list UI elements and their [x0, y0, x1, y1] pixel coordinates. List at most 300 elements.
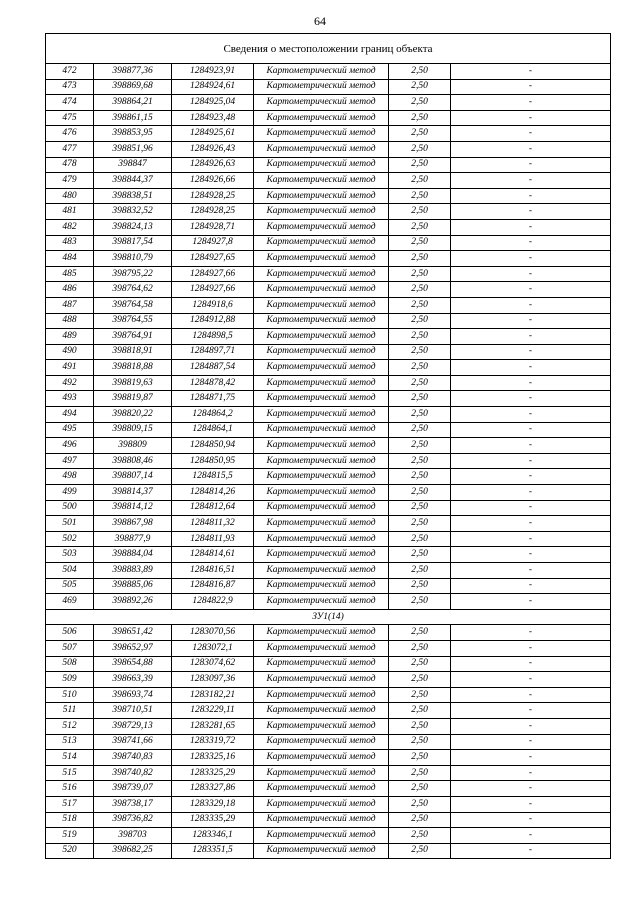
- cell-coord-x: 398703: [94, 828, 172, 844]
- cell-coord-x: 398710,51: [94, 703, 172, 719]
- cell-coord-y: 1284814,61: [172, 547, 254, 563]
- cell-coord-y: 1284928,25: [172, 188, 254, 204]
- table-row: [46, 188, 611, 204]
- cell-description: -: [451, 282, 611, 298]
- cell-coord-y: 1284924,61: [172, 79, 254, 95]
- table-row: [46, 110, 611, 126]
- cell-coord-y: 1284850,94: [172, 438, 254, 454]
- cell-point-number: 472: [46, 64, 94, 80]
- cell-point-number: 488: [46, 313, 94, 329]
- cell-description: -: [451, 329, 611, 345]
- cell-method: Картометрический метод: [254, 500, 389, 516]
- cell-coord-y: 1284923,48: [172, 110, 254, 126]
- boundary-table-body: [46, 34, 611, 859]
- cell-coord-y: 1284927,66: [172, 266, 254, 282]
- cell-method: Картометрический метод: [254, 547, 389, 563]
- cell-method: Картометрический метод: [254, 812, 389, 828]
- table-row: [46, 297, 611, 313]
- cell-coord-x: 398877,36: [94, 64, 172, 80]
- table-row: [46, 438, 611, 454]
- cell-method: Картометрический метод: [254, 438, 389, 454]
- cell-accuracy: 2,50: [389, 391, 451, 407]
- cell-method: Картометрический метод: [254, 531, 389, 547]
- cell-description: -: [451, 79, 611, 95]
- table-row: [46, 500, 611, 516]
- table-row: [46, 204, 611, 220]
- cell-coord-x: 398740,82: [94, 765, 172, 781]
- cell-coord-x: 398877,9: [94, 531, 172, 547]
- cell-point-number: 504: [46, 563, 94, 579]
- cell-method: Картометрический метод: [254, 313, 389, 329]
- cell-accuracy: 2,50: [389, 204, 451, 220]
- table-row: [46, 812, 611, 828]
- cell-point-number: 474: [46, 95, 94, 111]
- cell-point-number: 485: [46, 266, 94, 282]
- cell-coord-x: 398820,22: [94, 407, 172, 423]
- cell-point-number: 473: [46, 79, 94, 95]
- cell-coord-y: 1284864,1: [172, 422, 254, 438]
- cell-description: -: [451, 531, 611, 547]
- cell-coord-x: 398663,39: [94, 672, 172, 688]
- cell-accuracy: 2,50: [389, 750, 451, 766]
- table-row: [46, 141, 611, 157]
- cell-coord-y: 1283072,1: [172, 640, 254, 656]
- cell-coord-y: 1283182,21: [172, 687, 254, 703]
- cell-accuracy: 2,50: [389, 485, 451, 501]
- table-row: [46, 781, 611, 797]
- cell-method: Картометрический метод: [254, 282, 389, 298]
- page-number: 64: [314, 14, 326, 28]
- cell-point-number: 509: [46, 672, 94, 688]
- cell-coord-y: 1284816,87: [172, 578, 254, 594]
- table-row: [46, 703, 611, 719]
- cell-accuracy: 2,50: [389, 251, 451, 267]
- table-row: [46, 734, 611, 750]
- cell-coord-x: 398808,46: [94, 453, 172, 469]
- cell-description: -: [451, 391, 611, 407]
- cell-coord-x: 398809,15: [94, 422, 172, 438]
- table-row: [46, 126, 611, 142]
- cell-point-number: 495: [46, 422, 94, 438]
- cell-description: -: [451, 453, 611, 469]
- cell-point-number: 518: [46, 812, 94, 828]
- table-row: [46, 531, 611, 547]
- table-title: Сведения о местоположении границ объекта: [46, 34, 611, 64]
- cell-accuracy: 2,50: [389, 563, 451, 579]
- cell-method: Картометрический метод: [254, 796, 389, 812]
- cell-point-number: 498: [46, 469, 94, 485]
- cell-coord-x: 398818,88: [94, 360, 172, 376]
- cell-accuracy: 2,50: [389, 173, 451, 189]
- cell-description: -: [451, 672, 611, 688]
- cell-coord-y: 1284811,32: [172, 516, 254, 532]
- cell-description: -: [451, 734, 611, 750]
- cell-method: Картометрический метод: [254, 173, 389, 189]
- cell-description: -: [451, 438, 611, 454]
- cell-point-number: 512: [46, 718, 94, 734]
- table-row: [46, 640, 611, 656]
- cell-method: Картометрический метод: [254, 703, 389, 719]
- table-row: [46, 329, 611, 345]
- cell-description: -: [451, 594, 611, 610]
- cell-accuracy: 2,50: [389, 718, 451, 734]
- cell-coord-y: 1283319,72: [172, 734, 254, 750]
- table-row: [46, 235, 611, 251]
- cell-method: Картометрический метод: [254, 79, 389, 95]
- cell-coord-x: 398764,91: [94, 329, 172, 345]
- cell-point-number: 508: [46, 656, 94, 672]
- cell-accuracy: 2,50: [389, 734, 451, 750]
- cell-description: -: [451, 126, 611, 142]
- cell-coord-x: 398807,14: [94, 469, 172, 485]
- cell-accuracy: 2,50: [389, 500, 451, 516]
- section-label: ЗУ1(14): [46, 609, 611, 625]
- table-title-row: [46, 34, 611, 64]
- cell-description: -: [451, 95, 611, 111]
- cell-coord-x: 398838,51: [94, 188, 172, 204]
- cell-coord-x: 398844,37: [94, 173, 172, 189]
- cell-description: -: [451, 313, 611, 329]
- cell-description: -: [451, 765, 611, 781]
- cell-description: -: [451, 64, 611, 80]
- cell-description: -: [451, 796, 611, 812]
- cell-accuracy: 2,50: [389, 640, 451, 656]
- cell-accuracy: 2,50: [389, 812, 451, 828]
- cell-coord-y: 1284898,5: [172, 329, 254, 345]
- cell-method: Картометрический метод: [254, 734, 389, 750]
- cell-method: Картометрический метод: [254, 266, 389, 282]
- cell-point-number: 489: [46, 329, 94, 345]
- cell-point-number: 478: [46, 157, 94, 173]
- cell-accuracy: 2,50: [389, 796, 451, 812]
- table-row: [46, 516, 611, 532]
- cell-coord-x: 398810,79: [94, 251, 172, 267]
- cell-accuracy: 2,50: [389, 64, 451, 80]
- cell-coord-x: 398739,07: [94, 781, 172, 797]
- cell-description: -: [451, 219, 611, 235]
- cell-accuracy: 2,50: [389, 656, 451, 672]
- cell-method: Картометрический метод: [254, 126, 389, 142]
- cell-coord-x: 398853,95: [94, 126, 172, 142]
- cell-coord-x: 398892,26: [94, 594, 172, 610]
- cell-point-number: 514: [46, 750, 94, 766]
- cell-accuracy: 2,50: [389, 516, 451, 532]
- cell-coord-x: 398884,04: [94, 547, 172, 563]
- cell-coord-y: 1284864,2: [172, 407, 254, 423]
- cell-coord-x: 398651,42: [94, 625, 172, 641]
- cell-description: -: [451, 703, 611, 719]
- cell-coord-x: 398738,17: [94, 796, 172, 812]
- cell-point-number: 519: [46, 828, 94, 844]
- cell-coord-y: 1284912,88: [172, 313, 254, 329]
- table-row: [46, 547, 611, 563]
- table-row: [46, 765, 611, 781]
- cell-point-number: 487: [46, 297, 94, 313]
- cell-point-number: 501: [46, 516, 94, 532]
- cell-point-number: 494: [46, 407, 94, 423]
- cell-coord-y: 1284923,91: [172, 64, 254, 80]
- table-row: [46, 796, 611, 812]
- cell-coord-x: 398764,55: [94, 313, 172, 329]
- cell-method: Картометрический метод: [254, 578, 389, 594]
- cell-accuracy: 2,50: [389, 266, 451, 282]
- cell-coord-y: 1283229,11: [172, 703, 254, 719]
- cell-accuracy: 2,50: [389, 781, 451, 797]
- cell-accuracy: 2,50: [389, 547, 451, 563]
- cell-method: Картометрический метод: [254, 360, 389, 376]
- cell-coord-x: 398818,91: [94, 344, 172, 360]
- cell-coord-x: 398883,89: [94, 563, 172, 579]
- cell-point-number: 511: [46, 703, 94, 719]
- table-row: [46, 313, 611, 329]
- cell-point-number: 482: [46, 219, 94, 235]
- cell-coord-y: 1284927,66: [172, 282, 254, 298]
- cell-coord-y: 1284814,26: [172, 485, 254, 501]
- table-row: [46, 391, 611, 407]
- cell-coord-x: 398847: [94, 157, 172, 173]
- cell-coord-y: 1283329,18: [172, 796, 254, 812]
- cell-method: Картометрический метод: [254, 344, 389, 360]
- cell-coord-y: 1283327,86: [172, 781, 254, 797]
- cell-point-number: 517: [46, 796, 94, 812]
- table-row: [46, 407, 611, 423]
- cell-point-number: 476: [46, 126, 94, 142]
- cell-method: Картометрический метод: [254, 516, 389, 532]
- cell-coord-x: 398851,96: [94, 141, 172, 157]
- cell-method: Картометрический метод: [254, 563, 389, 579]
- cell-coord-y: 1284811,93: [172, 531, 254, 547]
- cell-accuracy: 2,50: [389, 79, 451, 95]
- cell-point-number: 516: [46, 781, 94, 797]
- table-row: [46, 95, 611, 111]
- cell-coord-x: 398741,66: [94, 734, 172, 750]
- cell-method: Картометрический метод: [254, 750, 389, 766]
- cell-point-number: 477: [46, 141, 94, 157]
- cell-coord-y: 1283097,36: [172, 672, 254, 688]
- table-row: [46, 672, 611, 688]
- cell-coord-y: 1284816,51: [172, 563, 254, 579]
- cell-coord-y: 1284927,65: [172, 251, 254, 267]
- cell-description: -: [451, 235, 611, 251]
- table-row: [46, 219, 611, 235]
- cell-accuracy: 2,50: [389, 344, 451, 360]
- cell-accuracy: 2,50: [389, 297, 451, 313]
- cell-coord-x: 398795,22: [94, 266, 172, 282]
- cell-coord-y: 1284925,61: [172, 126, 254, 142]
- table-row: [46, 453, 611, 469]
- cell-point-number: 469: [46, 594, 94, 610]
- cell-description: -: [451, 640, 611, 656]
- cell-coord-x: 398819,63: [94, 375, 172, 391]
- cell-accuracy: 2,50: [389, 329, 451, 345]
- cell-point-number: 481: [46, 204, 94, 220]
- cell-description: -: [451, 375, 611, 391]
- cell-coord-x: 398832,52: [94, 204, 172, 220]
- cell-method: Картометрический метод: [254, 485, 389, 501]
- cell-point-number: 492: [46, 375, 94, 391]
- cell-description: -: [451, 781, 611, 797]
- cell-coord-x: 398736,82: [94, 812, 172, 828]
- table-row: [46, 594, 611, 610]
- cell-coord-x: 398729,13: [94, 718, 172, 734]
- cell-coord-x: 398819,87: [94, 391, 172, 407]
- cell-method: Картометрический метод: [254, 157, 389, 173]
- cell-description: -: [451, 157, 611, 173]
- cell-coord-x: 398817,54: [94, 235, 172, 251]
- cell-accuracy: 2,50: [389, 157, 451, 173]
- cell-accuracy: 2,50: [389, 625, 451, 641]
- cell-accuracy: 2,50: [389, 375, 451, 391]
- table-row: [46, 578, 611, 594]
- cell-accuracy: 2,50: [389, 672, 451, 688]
- cell-coord-y: 1284815,5: [172, 469, 254, 485]
- cell-method: Картометрический метод: [254, 843, 389, 859]
- cell-description: -: [451, 204, 611, 220]
- cell-accuracy: 2,50: [389, 765, 451, 781]
- cell-method: Картометрический метод: [254, 594, 389, 610]
- cell-coord-x: 398824,13: [94, 219, 172, 235]
- cell-description: -: [451, 251, 611, 267]
- cell-accuracy: 2,50: [389, 578, 451, 594]
- cell-point-number: 491: [46, 360, 94, 376]
- cell-description: -: [451, 828, 611, 844]
- cell-point-number: 480: [46, 188, 94, 204]
- table-row: [46, 469, 611, 485]
- cell-method: Картометрический метод: [254, 375, 389, 391]
- cell-method: Картометрический метод: [254, 204, 389, 220]
- cell-coord-x: 398814,37: [94, 485, 172, 501]
- cell-description: -: [451, 625, 611, 641]
- cell-point-number: 493: [46, 391, 94, 407]
- cell-accuracy: 2,50: [389, 687, 451, 703]
- cell-method: Картометрический метод: [254, 95, 389, 111]
- cell-description: -: [451, 297, 611, 313]
- cell-accuracy: 2,50: [389, 141, 451, 157]
- cell-method: Картометрический метод: [254, 469, 389, 485]
- cell-description: -: [451, 687, 611, 703]
- cell-method: Картометрический метод: [254, 251, 389, 267]
- table-row: [46, 157, 611, 173]
- cell-description: -: [451, 141, 611, 157]
- cell-description: -: [451, 110, 611, 126]
- cell-method: Картометрический метод: [254, 718, 389, 734]
- cell-point-number: 483: [46, 235, 94, 251]
- cell-coord-y: 1284822,9: [172, 594, 254, 610]
- table-row: [46, 422, 611, 438]
- table-row: [46, 656, 611, 672]
- cell-method: Картометрический метод: [254, 828, 389, 844]
- cell-method: Картометрический метод: [254, 407, 389, 423]
- cell-point-number: 510: [46, 687, 94, 703]
- cell-coord-x: 398885,06: [94, 578, 172, 594]
- cell-coord-x: 398864,21: [94, 95, 172, 111]
- cell-coord-y: 1284928,25: [172, 204, 254, 220]
- cell-coord-x: 398652,97: [94, 640, 172, 656]
- cell-method: Картометрический метод: [254, 329, 389, 345]
- cell-coord-x: 398869,68: [94, 79, 172, 95]
- cell-accuracy: 2,50: [389, 453, 451, 469]
- cell-point-number: 486: [46, 282, 94, 298]
- table-row: [46, 750, 611, 766]
- cell-accuracy: 2,50: [389, 703, 451, 719]
- cell-coord-x: 398809: [94, 438, 172, 454]
- cell-coord-y: 1284928,71: [172, 219, 254, 235]
- cell-description: -: [451, 469, 611, 485]
- cell-accuracy: 2,50: [389, 469, 451, 485]
- cell-method: Картометрический метод: [254, 141, 389, 157]
- cell-coord-x: 398867,98: [94, 516, 172, 532]
- table-row: [46, 843, 611, 859]
- cell-description: -: [451, 360, 611, 376]
- cell-coord-y: 1283070,56: [172, 625, 254, 641]
- table-row: [46, 828, 611, 844]
- cell-method: Картометрический метод: [254, 297, 389, 313]
- cell-coord-y: 1283325,29: [172, 765, 254, 781]
- cell-coord-y: 1284812,64: [172, 500, 254, 516]
- cell-method: Картометрический метод: [254, 110, 389, 126]
- cell-coord-y: 1284871,75: [172, 391, 254, 407]
- cell-accuracy: 2,50: [389, 219, 451, 235]
- cell-description: -: [451, 563, 611, 579]
- cell-method: Картометрический метод: [254, 656, 389, 672]
- cell-coord-y: 1284927,8: [172, 235, 254, 251]
- cell-method: Картометрический метод: [254, 188, 389, 204]
- cell-accuracy: 2,50: [389, 438, 451, 454]
- cell-coord-y: 1284918,6: [172, 297, 254, 313]
- cell-accuracy: 2,50: [389, 126, 451, 142]
- table-row: [46, 687, 611, 703]
- cell-accuracy: 2,50: [389, 594, 451, 610]
- table-row: [46, 625, 611, 641]
- cell-method: Картометрический метод: [254, 687, 389, 703]
- table-row: [46, 360, 611, 376]
- cell-accuracy: 2,50: [389, 282, 451, 298]
- cell-accuracy: 2,50: [389, 313, 451, 329]
- table-row: [46, 251, 611, 267]
- cell-coord-y: 1283335,29: [172, 812, 254, 828]
- cell-coord-y: 1284897,71: [172, 344, 254, 360]
- cell-coord-x: 398861,15: [94, 110, 172, 126]
- cell-coord-x: 398814,12: [94, 500, 172, 516]
- cell-description: -: [451, 344, 611, 360]
- cell-description: -: [451, 500, 611, 516]
- cell-coord-x: 398764,58: [94, 297, 172, 313]
- cell-point-number: 496: [46, 438, 94, 454]
- section-row: [46, 609, 611, 625]
- table-row: [46, 282, 611, 298]
- cell-coord-y: 1283325,16: [172, 750, 254, 766]
- cell-point-number: 497: [46, 453, 94, 469]
- cell-accuracy: 2,50: [389, 188, 451, 204]
- cell-accuracy: 2,50: [389, 110, 451, 126]
- cell-method: Картометрический метод: [254, 781, 389, 797]
- cell-point-number: 490: [46, 344, 94, 360]
- cell-point-number: 503: [46, 547, 94, 563]
- cell-description: -: [451, 188, 611, 204]
- cell-coord-y: 1284850,95: [172, 453, 254, 469]
- table-row: [46, 266, 611, 282]
- cell-description: -: [451, 578, 611, 594]
- cell-method: Картометрический метод: [254, 422, 389, 438]
- cell-accuracy: 2,50: [389, 360, 451, 376]
- cell-accuracy: 2,50: [389, 828, 451, 844]
- cell-description: -: [451, 407, 611, 423]
- cell-coord-y: 1284925,04: [172, 95, 254, 111]
- cell-coord-y: 1283281,65: [172, 718, 254, 734]
- cell-point-number: 479: [46, 173, 94, 189]
- cell-coord-x: 398764,62: [94, 282, 172, 298]
- cell-method: Картометрический метод: [254, 765, 389, 781]
